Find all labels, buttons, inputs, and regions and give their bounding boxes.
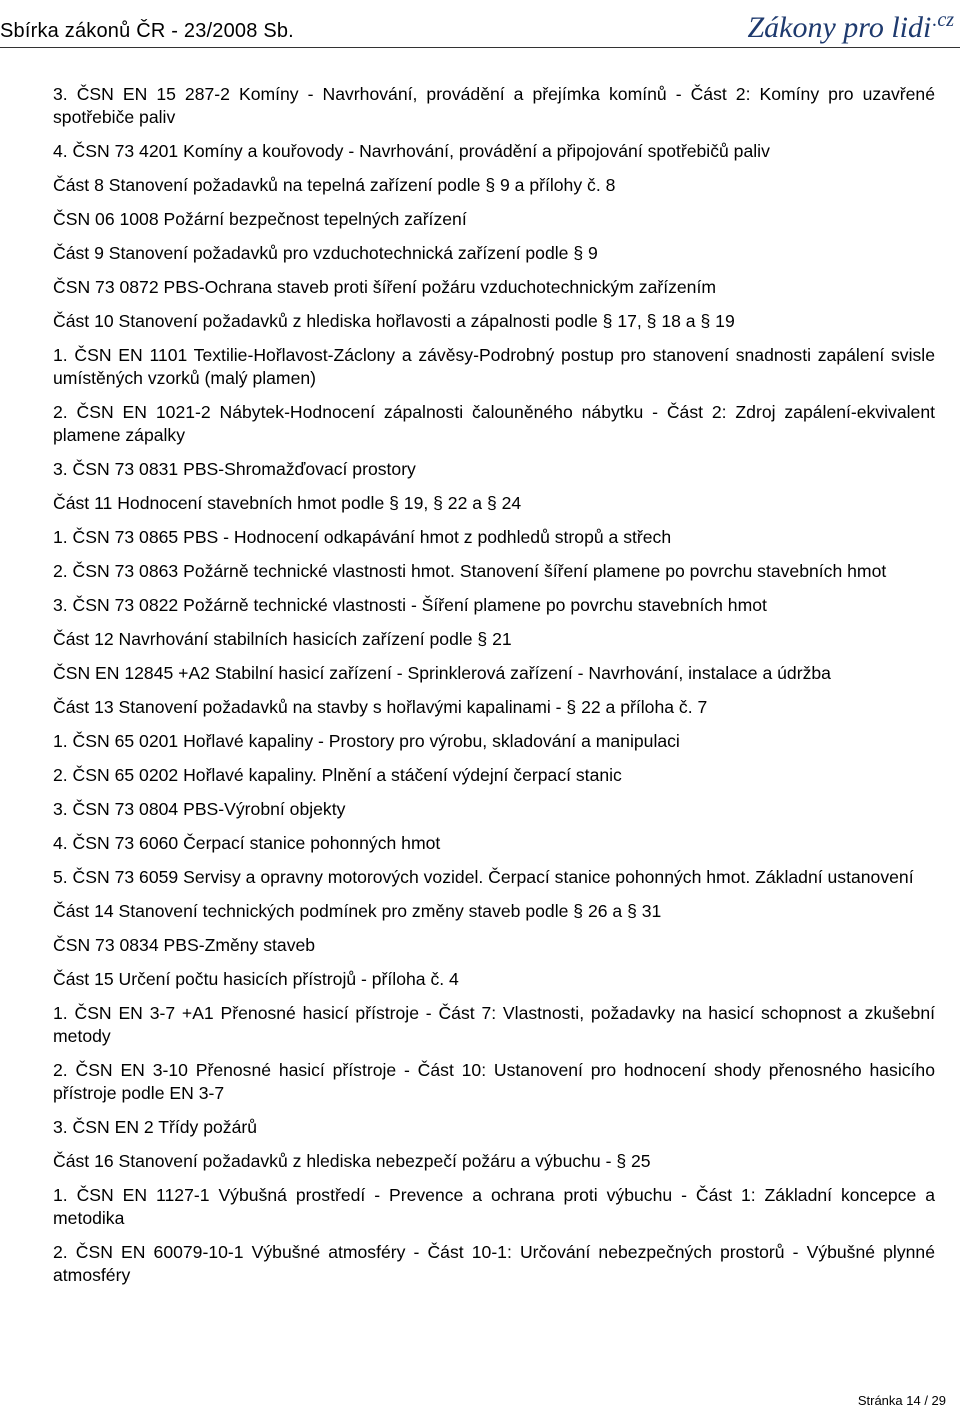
paragraph: 3. ČSN 73 0822 Požárně technické vlastnosti - Šíření plamene po povrchu stavebních hmot (53, 595, 767, 615)
paragraph: 4. ČSN 73 4201 Komíny a kouřovody - Navrhování, provádění a připojování spotřebičů paliv (53, 141, 770, 161)
paragraph: ČSN 73 0872 PBS-Ochrana staveb proti šíření požáru vzduchotechnickým zařízením (53, 277, 717, 297)
paragraph: ČSN 06 1008 Požární bezpečnost tepelných zařízení (53, 209, 467, 229)
paragraph: 3. ČSN 73 0804 PBS-Výrobní objekty (53, 799, 346, 819)
paragraph: 1. ČSN EN 1101 Textilie-Hořlavost-Záclony a závěsy-Podrobný postup pro stanovení snadnosti zapálení svisle umístěných vzorků (malý plamen) (53, 345, 940, 388)
site-logo-text: Zákony pro lidi (747, 11, 932, 44)
paragraph: 2. ČSN EN 3-10 Přenosné hasicí přístroje - Část 10: Ustanovení pro hodnocení shody přenosného hasicího přístroje podle EN 3-7 (53, 1060, 940, 1103)
header-divider (0, 47, 960, 48)
page-number: Stránka 14 / 29 (857, 1393, 946, 1408)
paragraph: 1. ČSN 73 0865 PBS - Hodnocení odkapávání hmot z podhledů stropů a střech (53, 527, 672, 547)
paragraph: 3. ČSN 73 0831 PBS-Shromažďovací prostory (53, 459, 416, 479)
paragraph: 2. ČSN 73 0863 Požárně technické vlastnosti hmot. Stanovení šíření plamene po povrchu stavebních hmot (53, 561, 887, 581)
paragraph: ČSN EN 12845 +A2 Stabilní hasicí zařízení - Sprinklerová zařízení - Navrhování, instalace a údržba (53, 663, 831, 683)
paragraph: Část 15 Určení počtu hasicích přístrojů - příloha č. 4 (53, 969, 459, 989)
paragraph: 2. ČSN 65 0202 Hořlavé kapaliny. Plnění a stáčení výdejní čerpací stanic (53, 765, 622, 785)
paragraph: Část 9 Stanovení požadavků pro vzduchotechnická zařízení podle § 9 (53, 243, 598, 263)
paragraph: 1. ČSN EN 3-7 +A1 Přenosné hasicí přístroje - Část 7: Vlastnosti, požadavky na hasicí schopnost a zkušební metody (53, 1003, 940, 1046)
paragraph: Část 14 Stanovení technických podmínek pro změny staveb podle § 26 a § 31 (53, 901, 662, 921)
paragraph: Část 11 Hodnocení stavebních hmot podle § 19, § 22 a § 24 (53, 493, 522, 513)
paragraph: Část 13 Stanovení požadavků na stavby s hořlavými kapalinami - § 22 a příloha č. 7 (53, 697, 708, 717)
site-logo[interactable] (747, 3, 954, 45)
paragraph: 2. ČSN EN 60079-10-1 Výbušné atmosféry - Část 10-1: Určování nebezpečných prostorů - Výbušné plynné atmosféry (53, 1242, 940, 1285)
paragraph: 1. ČSN 65 0201 Hořlavé kapaliny - Prostory pro výrobu, skladování a manipulaci (53, 731, 680, 751)
site-logo-suffix: .cz (932, 9, 954, 31)
document-body (53, 83, 940, 1287)
paragraph: Část 12 Navrhování stabilních hasicích zařízení podle § 21 (53, 629, 512, 649)
paragraph: Část 8 Stanovení požadavků na tepelná zařízení podle § 9 a přílohy č. 8 (53, 175, 616, 195)
paragraph: 2. ČSN EN 1021-2 Nábytek-Hodnocení zápalnosti čalouněného nábytku - Část 2: Zdroj zapálení-ekvivalent plamene zápalky (53, 402, 940, 445)
paragraph: Část 16 Stanovení požadavků z hlediska nebezpečí požáru a výbuchu - § 25 (53, 1151, 651, 1171)
paragraph: 3. ČSN EN 15 287-2 Komíny - Navrhování, provádění a přejímka komínů - Část 2: Komíny pro uzavřené spotřebiče paliv (53, 84, 940, 127)
paragraph: Část 10 Stanovení požadavků z hlediska hořlavosti a zápalnosti podle § 17, § 18 a § 19 (53, 311, 735, 331)
paragraph: 1. ČSN EN 1127-1 Výbušná prostředí - Prevence a ochrana proti výbuchu - Část 1: Základní koncepce a metodika (53, 1185, 940, 1228)
paragraph: 3. ČSN EN 2 Třídy požárů (53, 1117, 258, 1137)
paragraph: ČSN 73 0834 PBS-Změny staveb (53, 935, 316, 955)
document-title: Sbírka zákonů ČR - 23/2008 Sb. (0, 20, 294, 42)
paragraph: 4. ČSN 73 6060 Čerpací stanice pohonných hmot (53, 833, 441, 853)
paragraph: 5. ČSN 73 6059 Servisy a opravny motorových vozidel. Čerpací stanice pohonných hmot. Základní ustanovení (53, 867, 914, 887)
page-header (0, 0, 960, 52)
